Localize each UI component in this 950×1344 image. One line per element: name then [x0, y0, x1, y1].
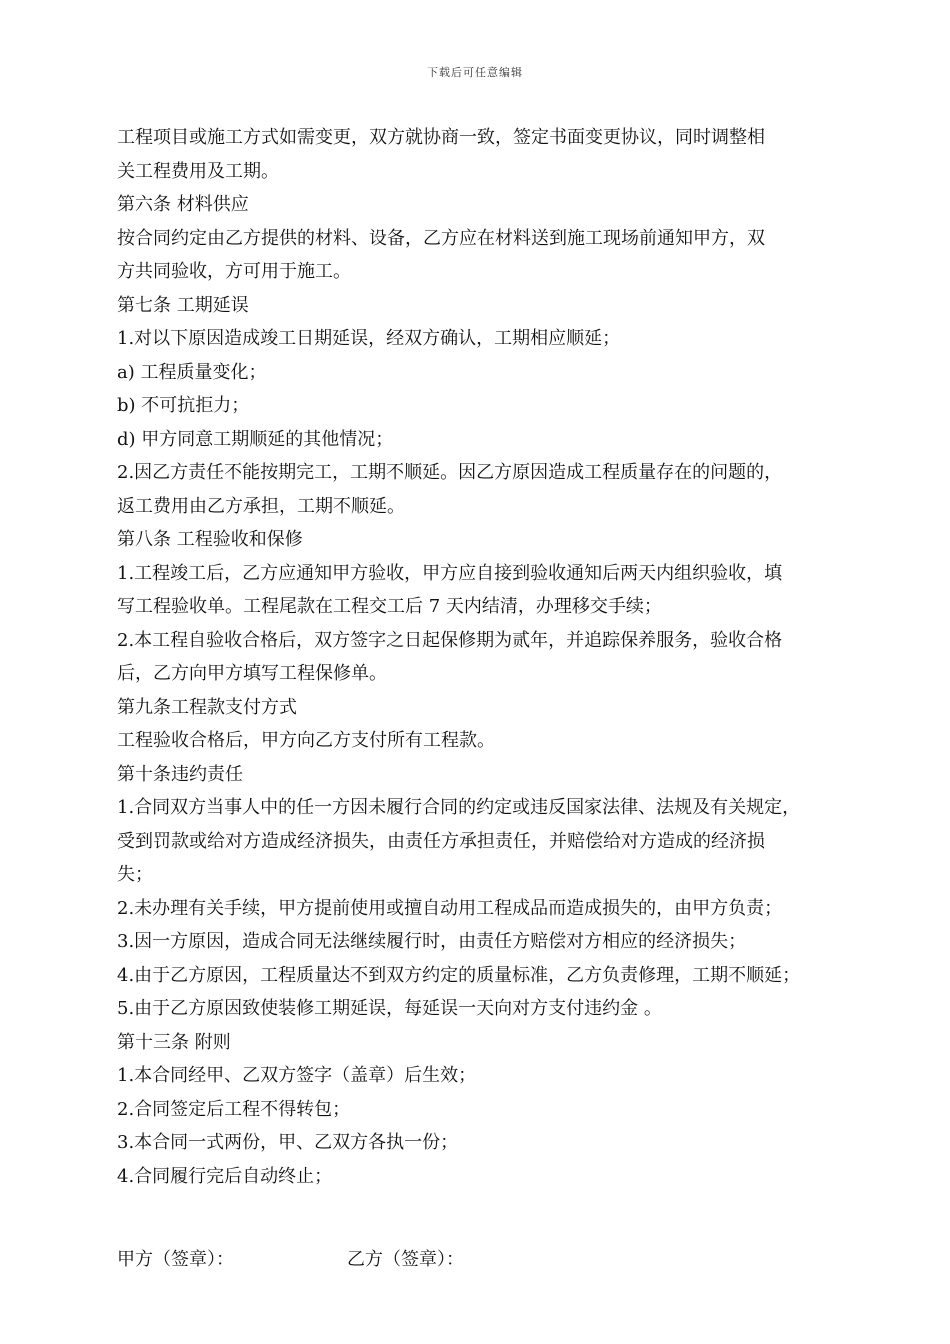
text-line: 返工费用由乙方承担，工期不顺延。 [117, 495, 405, 517]
text-line: 按合同约定由乙方提供的材料、设备，乙方应在材料送到施工现场前通知甲方，双 [117, 227, 765, 249]
party-a-signature-label: 甲方（签章）： [117, 1248, 234, 1270]
text-line: 2.因乙方责任不能按期完工，工期不顺延。因乙方原因造成工程质量存在的问题的， [117, 462, 783, 483]
text-line: 1.本合同经甲、乙双方签字（盖章）后生效； [117, 1065, 477, 1086]
text-line: 后，乙方向甲方填写工程保修单。 [117, 663, 387, 684]
party-b-signature-label: 乙方（签章）： [347, 1248, 464, 1270]
page-header-note: 下载后可任意编辑 [427, 66, 523, 79]
text-line: 2.未办理有关手续，甲方提前使用或擅自动用工程成品而造成损失的，由甲方负责； [117, 897, 783, 919]
text-line: 工程项目或施工方式如需变更，双方就协商一致，签定书面变更协议，同时调整相 [117, 127, 765, 148]
text-line: 2.合同签定后工程不得转包； [117, 1098, 351, 1120]
text-line: 写工程验收单。工程尾款在工程交工后 7 天内结清，办理移交手续； [117, 596, 662, 617]
section-heading: 第十三条 附则 [117, 1031, 231, 1053]
text-line: 1.工程竣工后，乙方应通知甲方验收，甲方应自接到验收通知后两天内组织验收，填 [117, 562, 783, 584]
signature-row [117, 1243, 837, 1277]
list-item: d) 甲方同意工期顺延的其他情况； [117, 428, 394, 450]
section-heading: 第七条 工期延误 [117, 294, 249, 316]
text-line: 失； [117, 864, 153, 885]
text-line: 方共同验收，方可用于施工。 [117, 261, 351, 282]
list-item: a) 工程质量变化； [117, 361, 267, 383]
text-line: 2.本工程自验收合格后，双方签字之日起保修期为贰年，并追踪保养服务，验收合格 [117, 629, 783, 651]
section-heading: 第六条 材料供应 [117, 194, 249, 215]
text-line: 5.由于乙方原因致使装修工期延误，每延误一天向对方支付违约金 。 [117, 998, 662, 1019]
text-line: 3.因一方原因，造成合同无法继续履行时，由责任方赔偿对方相应的经济损失； [117, 931, 747, 952]
blank-line [117, 1193, 837, 1227]
text-line: 关工程费用及工期。 [117, 160, 279, 182]
list-item: b) 不可抗拒力； [117, 395, 250, 416]
text-line: 1.对以下原因造成竣工日期延误，经双方确认，工期相应顺延； [117, 328, 621, 349]
section-heading: 第八条 工程验收和保修 [117, 529, 303, 550]
text-line: 1.合同双方当事人中的任一方因未履行合同的约定或违反国家法律、法规及有关规定， [117, 797, 801, 818]
section-heading: 第十条违约责任 [117, 763, 243, 785]
text-line: 工程验收合格后，甲方向乙方支付所有工程款。 [117, 730, 495, 751]
text-line: 4.合同履行完后自动终止； [117, 1165, 333, 1187]
text-line: 4.由于乙方原因，工程质量达不到双方约定的质量标准，乙方负责修理，工期不顺延； [117, 964, 801, 986]
text-line: 受到罚款或给对方造成经济损失，由责任方承担责任，并赔偿给对方造成的经济损 [117, 830, 765, 852]
document-body [117, 121, 837, 1276]
text-line: 3.本合同一式两份，甲、乙双方各执一份； [117, 1132, 459, 1153]
section-heading: 第九条工程款支付方式 [117, 696, 297, 718]
